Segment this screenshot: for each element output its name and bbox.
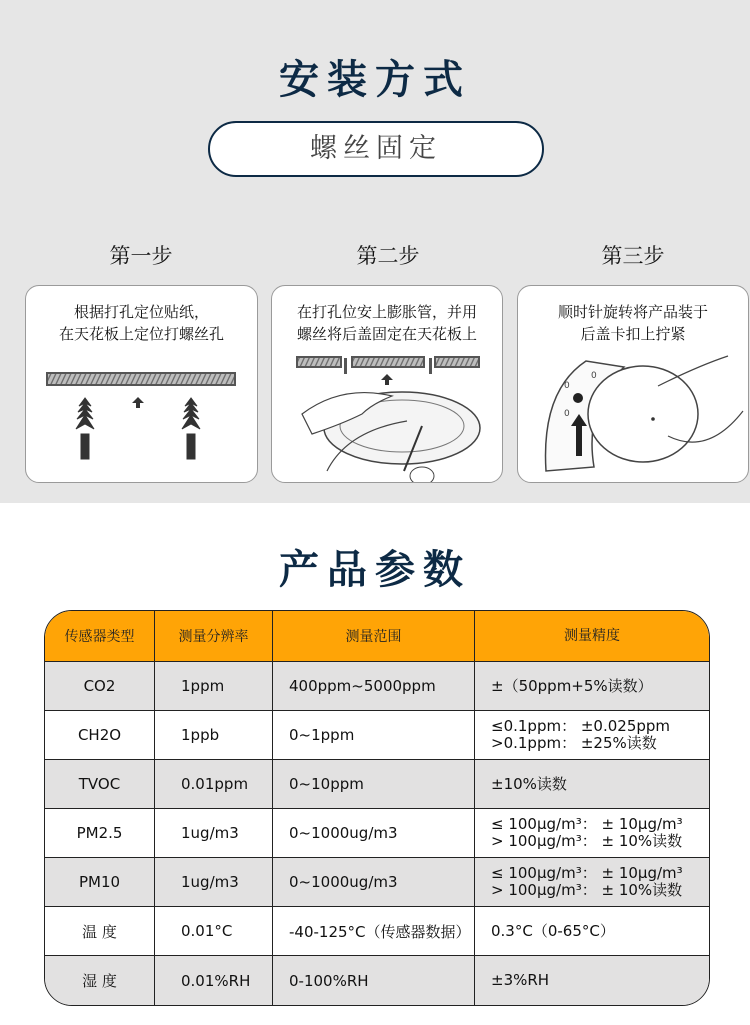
step-3-card <box>517 285 749 483</box>
cell-type: CH2O <box>45 711 155 759</box>
cell-resolution: 1ppb <box>155 711 273 759</box>
table-row <box>45 809 709 858</box>
table-header <box>45 611 709 662</box>
cell-accuracy: ±（50ppm+5%读数） <box>491 676 653 695</box>
cell-type: 温 度 <box>45 907 155 955</box>
cell-accuracy-line: ≤ 100μg/m³： ± 10μg/m³ <box>491 864 683 882</box>
cell-accuracy-line: ≤ 100μg/m³： ± 10μg/m³ <box>491 815 683 833</box>
col-header-range: 测量范围 <box>273 611 475 661</box>
cell-type: TVOC <box>45 760 155 808</box>
rotate-device-illustration-icon <box>518 286 749 483</box>
anchor-illustration-icon <box>26 286 258 483</box>
svg-text:0: 0 <box>591 371 597 381</box>
svg-text:0: 0 <box>564 409 570 419</box>
col-header-accuracy: 测量精度 <box>564 627 620 644</box>
install-title: 安装方式 <box>279 57 471 103</box>
cell-accuracy: ±10%读数 <box>491 774 567 793</box>
cell-range: 0~1000ug/m3 <box>273 809 475 857</box>
step-1-label: 第一步 <box>109 244 173 268</box>
step-3-text-line2: 后盖卡扣上拧紧 <box>580 325 686 343</box>
table-row <box>45 662 709 711</box>
cell-range: 0~1ppm <box>273 711 475 759</box>
cell-resolution: 1ug/m3 <box>155 809 273 857</box>
svg-text:0: 0 <box>564 381 570 391</box>
col-header-type: 传感器类型 <box>45 611 155 661</box>
table-row <box>45 858 709 907</box>
cell-accuracy <box>475 711 709 759</box>
cell-type: CO2 <box>45 662 155 710</box>
step-2-label: 第二步 <box>356 244 420 268</box>
step-3-text-line1: 顺时针旋转将产品装于 <box>557 303 708 321</box>
cell-range: 0-100%RH <box>273 956 475 1005</box>
mount-base-illustration-icon <box>272 286 503 483</box>
install-method-badge: 螺丝固定 <box>208 121 544 177</box>
step-2-text-line1: 在打孔位安上膨胀管，并用 <box>296 303 477 321</box>
step-1-text-line2: 在天花板上定位打螺丝孔 <box>58 325 224 343</box>
table-row <box>45 956 709 1005</box>
cell-range: 400ppm~5000ppm <box>273 662 475 710</box>
cell-range: -40-125°C（传感器数据） <box>273 907 475 955</box>
step-1-text-line1: 根据打孔定位贴纸， <box>73 303 209 321</box>
step-2-card <box>271 285 503 483</box>
cell-type: 湿 度 <box>45 956 155 1005</box>
cell-accuracy <box>475 858 709 906</box>
cell-accuracy-line: >0.1ppm： ±25%读数 <box>491 734 657 752</box>
table-row <box>45 711 709 760</box>
table-row <box>45 907 709 956</box>
step-1-card <box>25 285 258 483</box>
cell-accuracy <box>475 809 709 857</box>
cell-accuracy-line: > 100μg/m³： ± 10%读数 <box>491 881 683 899</box>
cell-range: 0~1000ug/m3 <box>273 858 475 906</box>
cell-range: 0~10ppm <box>273 760 475 808</box>
params-table <box>44 610 710 1006</box>
col-header-resolution: 测量分辨率 <box>155 611 273 661</box>
table-row <box>45 760 709 809</box>
cell-accuracy: 0.3°C（0-65°C） <box>491 921 615 940</box>
cell-resolution: 0.01°C <box>155 907 273 955</box>
cell-accuracy-line: > 100μg/m³： ± 10%读数 <box>491 832 683 850</box>
cell-type: PM2.5 <box>45 809 155 857</box>
cell-accuracy: ±3%RH <box>491 971 550 989</box>
cell-type: PM10 <box>45 858 155 906</box>
step-2-text-line2: 螺丝将后盖固定在天花板上 <box>296 325 477 343</box>
step-3-label: 第三步 <box>601 244 665 268</box>
params-title: 产品参数 <box>279 547 471 593</box>
cell-resolution: 0.01%RH <box>155 956 273 1005</box>
cell-accuracy-line: ≤0.1ppm： ±0.025ppm <box>491 717 671 735</box>
cell-resolution: 1ug/m3 <box>155 858 273 906</box>
cell-resolution: 1ppm <box>155 662 273 710</box>
cell-resolution: 0.01ppm <box>155 760 273 808</box>
